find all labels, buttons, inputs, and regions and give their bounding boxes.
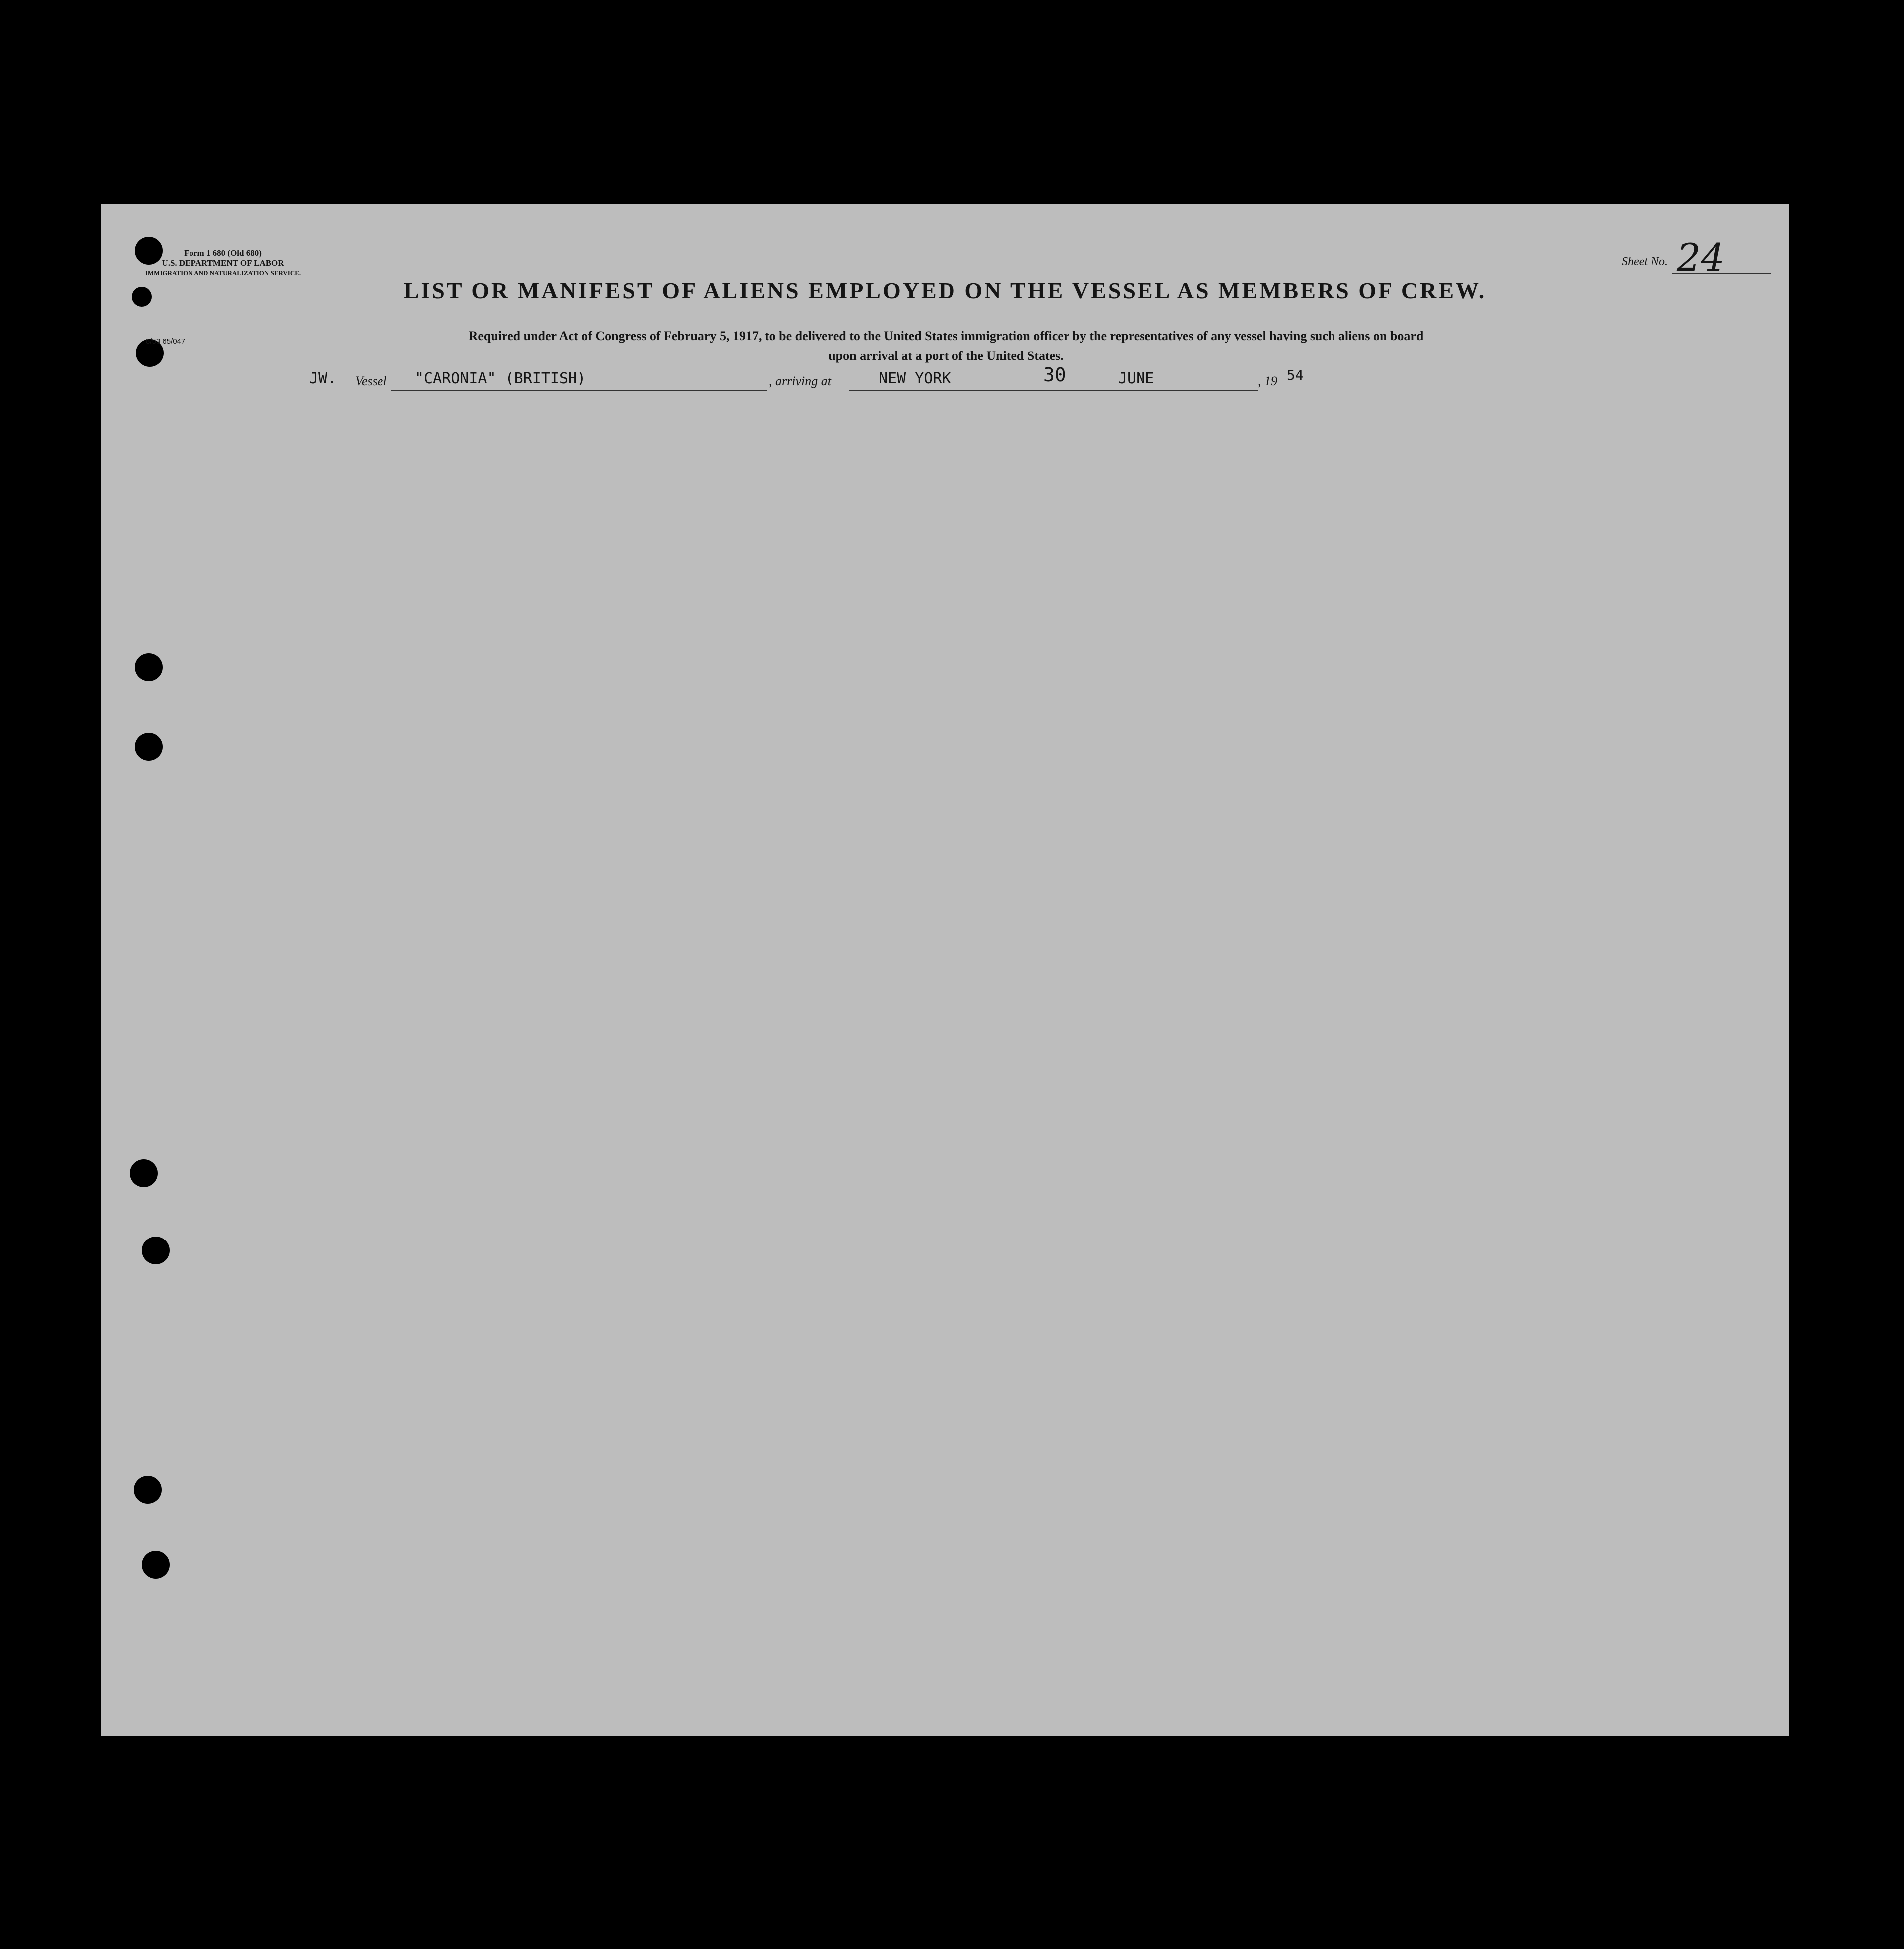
sheet-underline <box>1672 273 1771 274</box>
punch-hole <box>130 1159 158 1187</box>
voyage-initials: JW. <box>309 370 337 387</box>
arrival-underline <box>849 390 1258 391</box>
year-prefix: , 19 <box>1258 374 1277 388</box>
arriving-label: , arriving at <box>769 374 831 388</box>
punch-hole <box>142 1551 170 1579</box>
arrival-month: JUNE <box>1118 370 1154 387</box>
sheet-label: Sheet No. <box>1622 255 1668 268</box>
subtitle-line-2: upon arrival at a port of the United States. <box>828 349 1064 363</box>
manifest-document <box>101 204 1789 1736</box>
form-info <box>141 248 305 278</box>
sheet-number: 24 <box>1677 235 1725 280</box>
vessel-underline <box>391 390 767 391</box>
vessel-label: Vessel <box>355 374 387 388</box>
punch-hole <box>135 733 163 761</box>
form-code: 8/53 65/047 <box>146 337 186 346</box>
service-name: IMMIGRATION AND NATURALIZATION SERVICE. <box>145 269 301 277</box>
form-number: Form 1 680 (Old 680) <box>184 248 262 258</box>
subtitle-line-1: Required under Act of Congress of February 5, 1917, to be delivered to the United States immigration officer by the representatives of any vessel having such aliens on board <box>468 329 1424 343</box>
punch-hole <box>134 1476 162 1504</box>
page-title: LIST OR MANIFEST OF ALIENS EMPLOYED ON THE VESSEL AS MEMBERS OF CREW. <box>403 278 1487 303</box>
arrival-day: 30 <box>1043 364 1066 386</box>
punch-hole <box>142 1237 170 1264</box>
department-name: U.S. DEPARTMENT OF LABOR <box>162 258 284 268</box>
vessel-name: "CARONIA" (BRITISH) <box>415 370 586 387</box>
subtitle <box>350 326 1542 366</box>
punch-hole <box>135 653 163 681</box>
arrival-port: NEW YORK <box>879 370 951 387</box>
year-suffix: 54 <box>1287 367 1304 383</box>
